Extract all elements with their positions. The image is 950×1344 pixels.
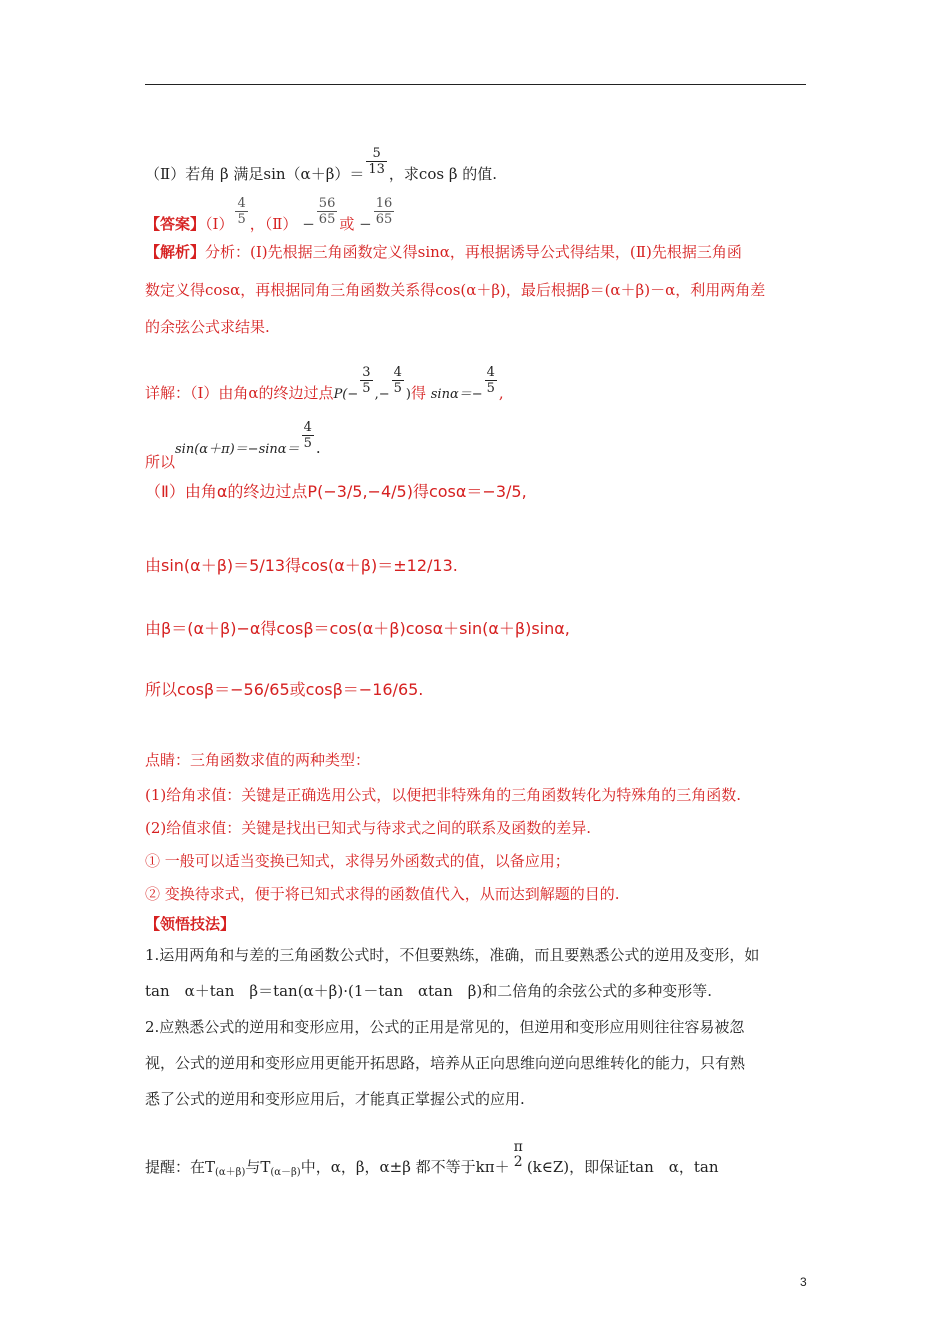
reminder-line: 提醒：在$T_{(\alpha+\beta)}$与$T_{(\alpha-\beta)}$中，α，β，α±β 都不等于kπ＋ π 2 (k∈Z)，即保证tan α，tan [145, 1139, 719, 1178]
formula-line-2: 由sin(α＋β)＝5/13得cos(α＋β)＝±12/13. [145, 556, 458, 575]
answer-line: 【答案】（Ⅰ） $\frac{4}{5}$ ，（Ⅱ） − $\frac{56}{65}$ 或 − $\frac{16}{65}$ [145, 196, 393, 233]
formula-line-4: 所以cosβ＝−56/65或cosβ＝−16/65. [145, 680, 424, 699]
remark-2: (2)给值求值：关键是找出已知式与待求式之间的联系及函数的差异. [145, 819, 592, 837]
technique-p2b: 视，公式的逆用和变形应用更能开拓思路，培养从正向思维向逆向思维转化的能力，只有熟 [145, 1054, 746, 1072]
fraction: $\frac{16}{65}$ [375, 196, 393, 227]
analysis-line-3: 的余弦公式求结果. [145, 318, 270, 336]
fraction: π 2 [513, 1139, 523, 1170]
remark-4: ② 变换待求式，便于将已知式求得的函数值代入，从而达到解题的目的. [145, 885, 620, 903]
technique-p2a: 2.应熟悉公式的逆用和变形应用，公式的正用是常见的，但逆用和变形应用则往往容易被忽 [145, 1018, 745, 1036]
formula-line-3: 由β＝(α＋β)−α得cosβ＝cos(α＋β)cosα＋sin(α＋β)sinα, [145, 619, 570, 638]
remark-3: ① 一般可以适当变换已知式，求得另外函数式的值，以备应用； [145, 852, 570, 870]
analysis-line-2: 数定义得cosα，再根据同角三角函数关系得cos(α＋β)，最后根据β＝(α＋β)－α，利用两角差 [145, 281, 766, 299]
question-part2: （Ⅱ）若角 β 满足sin（α＋β）＝ $\frac{5}{13}$ ，求cos β 的值. [145, 146, 498, 183]
remark-1: (1)给角求值：关键是正确选用公式，以便把非特殊角的三角函数转化为特殊角的三角函数. [145, 786, 742, 804]
header-rule [145, 84, 806, 85]
fraction: $\frac{4}{5}$ [486, 365, 495, 396]
technique-p2c: 悉了公式的逆用和变形应用后，才能真正掌握公式的应用. [145, 1090, 525, 1108]
technique-title: 【领悟技法】 [145, 915, 236, 933]
fraction: $\frac{4}{5}$ [237, 196, 246, 227]
fraction: $\frac{56}{65}$ [318, 196, 336, 227]
fraction: $\frac{3}{5}$ [362, 365, 371, 396]
formula-line-1: （Ⅱ）由角α的终边过点P(−3/5,−4/5)得cosα＝−3/5, [145, 482, 527, 501]
technique-p1b: tan α＋tan β＝tan(α＋β)·(1－tan αtan β)和二倍角的余弦公式的多种变形等. [145, 982, 713, 1000]
detail-line-1: 详解：（Ⅰ）由角α的终边过点P(− $\frac{3}{5}$ ,− $\frac{4}{5}$ )得 sinα＝− $\frac{4}{5}$ , [145, 365, 504, 402]
page-number: 3 [800, 1275, 807, 1289]
fraction: $\frac{5}{13}$ [368, 146, 385, 177]
fraction: $\frac{4}{5}$ [303, 420, 312, 451]
analysis-line-1: 【解析】分析：(Ⅰ)先根据三角函数定义得sinα，再根据诱导公式得结果，(Ⅱ)先根据三角函 [145, 243, 742, 261]
fraction: $\frac{4}{5}$ [393, 365, 402, 396]
technique-p1a: 1.运用两角和与差的三角函数公式时，不但要熟练，准确，而且要熟悉公式的逆用及变形，如 [145, 946, 760, 964]
detail-line-2: 所以sin(α＋π)＝−sinα＝ $\frac{4}{5}$ . [145, 420, 321, 471]
remark-title: 点睛：三角函数求值的两种类型： [145, 751, 371, 769]
